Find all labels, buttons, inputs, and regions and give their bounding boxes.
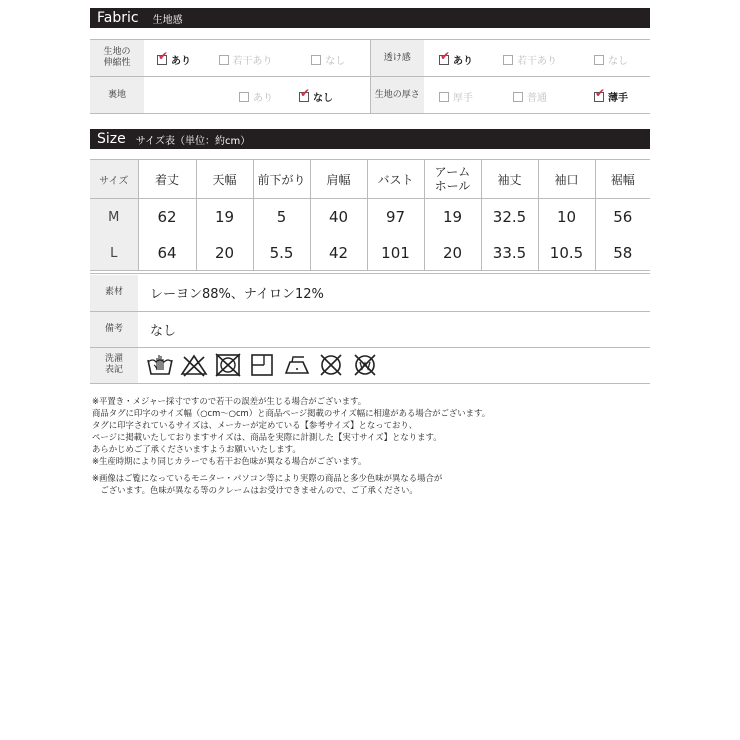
fabric-title-ja: 生地感: [152, 14, 183, 26]
disclaimer-line: タグに印字されているサイズは、メーカーが定めている【参考サイズ】となっており、: [92, 420, 418, 430]
sheer-label: 透け感: [370, 40, 424, 77]
divider: [90, 273, 650, 274]
size-header-row: [90, 160, 650, 199]
disclaimer-line: あらかじめご了承くださいますようお願いいたします。: [92, 444, 301, 454]
no-bleach-icon: [180, 352, 208, 378]
disclaimer-line: ※平置き・メジャー採寸ですので若干の誤差が生じる場合がございます。: [92, 396, 367, 406]
no-tumble-dry-icon: [214, 352, 242, 378]
material-value: レーヨン88%、ナイロン12%: [150, 287, 324, 303]
column-header: バスト: [367, 160, 424, 199]
checkbox-icon: [439, 48, 451, 65]
notes-value: なし: [138, 311, 650, 347]
table-row: [90, 235, 650, 271]
checkbox-icon: [594, 55, 604, 65]
check-mark-icon: ✔: [300, 85, 311, 100]
wet-clean-weak-icon: [351, 352, 379, 378]
sheer-option-slight[interactable]: 若干あり: [488, 40, 572, 77]
table-cell: 19: [424, 199, 481, 236]
thickness-option-thin[interactable]: ✔ 薄手: [572, 77, 650, 114]
divider: [90, 270, 650, 271]
material-row: [90, 275, 650, 311]
fabric-row: [90, 77, 650, 114]
notes-row: [90, 311, 650, 347]
disclaimer-line: ページに掲載いたしておりますサイズは、商品を実際に計測した【実寸サイズ】となります。: [92, 432, 442, 442]
notes-label: 備考: [90, 311, 138, 347]
table-cell: 33.5: [481, 235, 538, 271]
size-name: L: [90, 235, 138, 271]
sheer-option-no[interactable]: なし: [572, 40, 650, 77]
disclaimer-line: ございます。色味が異なる等のクレームはお受けできませんので、ご了承ください。: [92, 485, 418, 495]
table-cell: 32.5: [481, 199, 538, 236]
sheer-option-yes[interactable]: ✔ あり: [440, 48, 473, 67]
checkbox-icon: [157, 48, 169, 65]
checkbox-icon: [239, 92, 249, 102]
fabric-row: [90, 40, 650, 77]
table-cell: 20: [196, 235, 253, 271]
material-label: 素材: [90, 275, 138, 311]
disclaimer-line: ※生産時期により同じカラーでも若干お色味が異なる場合がございます。: [92, 456, 367, 466]
fabric-table: [90, 39, 650, 114]
line-dry-icon: [248, 352, 276, 378]
table-cell: 62: [138, 199, 196, 236]
table-row: [90, 199, 650, 236]
disclaimer-line: 商品タグに印字のサイズ幅（○cm～○cm）と商品ページ掲載のサイズ幅に相違がある場合がございます。: [92, 408, 491, 418]
table-cell: 19: [196, 199, 253, 236]
size-header: [90, 129, 650, 149]
table-cell: 97: [367, 199, 424, 236]
size-name: M: [90, 199, 138, 236]
table-cell: 40: [310, 199, 367, 236]
table-cell: 5: [253, 199, 310, 236]
disclaimer: [92, 395, 652, 496]
check-mark-icon: ✔: [440, 48, 451, 63]
iron-low-icon: [283, 352, 311, 378]
column-header: 肩幅: [310, 160, 367, 199]
wash-label: 洗濯 表記: [90, 347, 138, 383]
checkbox-icon: [299, 85, 311, 102]
thickness-option-normal[interactable]: 普通: [488, 77, 572, 114]
fabric-header: [90, 8, 650, 28]
wash-row: [90, 347, 650, 383]
column-header: 天幅: [196, 160, 253, 199]
lining-option-yes[interactable]: あり: [144, 77, 287, 114]
checkbox-icon: [513, 92, 523, 102]
lining-label: 裏地: [90, 77, 144, 114]
hand-wash-icon: [146, 352, 174, 378]
table-cell: 101: [367, 235, 424, 271]
checkbox-icon: [439, 92, 449, 102]
column-header: サイズ: [90, 160, 138, 199]
size-title-ja: サイズ表（単位：約cm）: [135, 135, 251, 147]
info-table: [90, 275, 650, 384]
column-header: 袖丈: [481, 160, 538, 199]
wash-icons: [138, 347, 650, 383]
check-mark-icon: ✔: [595, 85, 606, 100]
table-cell: 5.5: [253, 235, 310, 271]
stretch-option-yes[interactable]: ✔ あり: [158, 48, 191, 67]
thickness-label: 生地の厚さ: [370, 77, 424, 114]
table-cell: 56: [595, 199, 650, 236]
stretch-option-slight[interactable]: 若干あり: [204, 40, 287, 77]
column-header: アーム ホール: [424, 160, 481, 199]
size-table: [90, 159, 650, 271]
checkbox-icon: [503, 55, 513, 65]
column-header: 裾幅: [595, 160, 650, 199]
table-cell: 10.5: [538, 235, 595, 271]
fabric-title-en: Fabric: [97, 10, 139, 26]
checkbox-icon: [219, 55, 229, 65]
column-header: 前下がり: [253, 160, 310, 199]
column-header: 袖口: [538, 160, 595, 199]
stretch-label: 生地の 伸縮性: [90, 40, 144, 77]
thickness-option-thick[interactable]: 厚手: [424, 77, 488, 114]
table-cell: 64: [138, 235, 196, 271]
table-cell: 10: [538, 199, 595, 236]
checkbox-icon: [311, 55, 321, 65]
stretch-option-no[interactable]: なし: [287, 40, 370, 77]
lining-option-no[interactable]: ✔ なし: [287, 77, 370, 114]
size-title-en: Size: [97, 131, 126, 147]
no-dry-clean-icon: [317, 352, 345, 378]
table-cell: 42: [310, 235, 367, 271]
table-cell: 20: [424, 235, 481, 271]
column-header: 着丈: [138, 160, 196, 199]
table-cell: 58: [595, 235, 650, 271]
check-mark-icon: ✔: [158, 48, 169, 63]
disclaimer-line: ※画像はご覧になっているモニター・パソコン等により実際の商品と多少色味が異なる場合が: [92, 473, 443, 483]
checkbox-icon: [594, 85, 606, 102]
